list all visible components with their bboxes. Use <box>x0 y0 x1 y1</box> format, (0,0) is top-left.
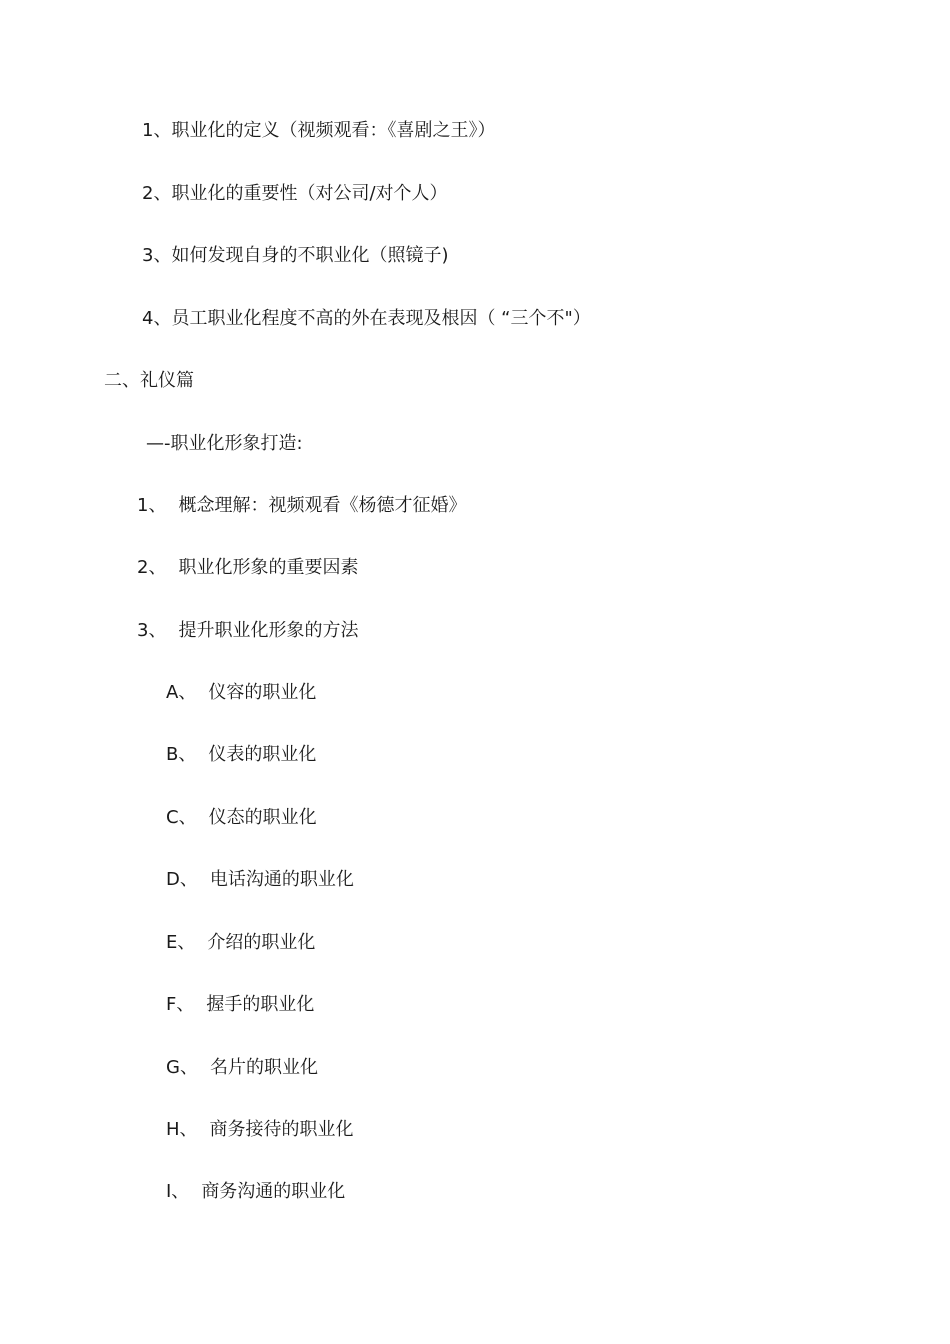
method-item-g <box>166 1056 318 1080</box>
method-item-i <box>166 1180 345 1204</box>
item-text: 职业化的定义（视频观看：《喜剧之王》） <box>171 120 496 141</box>
method-item-f <box>166 993 314 1017</box>
outline-item-1-2 <box>142 182 448 206</box>
method-item-e <box>166 931 315 955</box>
method-item-a <box>166 681 316 705</box>
item-text: 提升职业化形象的方法 <box>178 620 359 641</box>
outline-item-1-1 <box>142 119 495 143</box>
item-text: 仪态的职业化 <box>208 807 317 828</box>
item-text: 商务接待的职业化 <box>209 1119 354 1140</box>
item-text: 握手的职业化 <box>206 994 315 1015</box>
item-letter: A、 <box>166 682 197 703</box>
item-letter: F、 <box>166 994 195 1015</box>
section-heading: 二、礼仪篇 <box>104 370 194 391</box>
item-letter: D、 <box>166 869 198 890</box>
item-letter: G、 <box>166 1057 198 1078</box>
item-text: 员工职业化程度不高的外在表现及根因（ “三个不"） <box>171 308 591 329</box>
item-letter: B、 <box>166 744 197 765</box>
outline-item-2-3 <box>137 619 358 643</box>
outline-item-2-1 <box>137 494 466 518</box>
outline-item-1-4 <box>142 307 591 331</box>
section-subheading: —-职业化形象打造: <box>146 433 303 454</box>
item-number: 3、 <box>137 620 167 641</box>
item-text: 职业化形象的重要因素 <box>178 557 359 578</box>
item-number: 2、 <box>137 557 167 578</box>
item-text: 如何发现自身的不职业化（照镜子) <box>171 245 449 266</box>
outline-item-2-2 <box>137 556 358 580</box>
method-item-c <box>166 806 317 830</box>
item-text: 职业化的重要性（对公司/对个人） <box>171 183 448 204</box>
item-text: 介绍的职业化 <box>207 932 316 953</box>
outline-item-1-3 <box>142 244 448 268</box>
method-item-h <box>166 1118 354 1142</box>
item-text: 电话沟通的职业化 <box>209 869 354 890</box>
item-text: 名片的职业化 <box>209 1057 318 1078</box>
item-text: 仪表的职业化 <box>208 744 317 765</box>
item-letter: H、 <box>166 1119 198 1140</box>
item-number: 3、 <box>142 245 172 266</box>
item-number: 1、 <box>142 120 172 141</box>
item-letter: C、 <box>166 807 197 828</box>
item-text: 商务沟通的职业化 <box>201 1181 346 1202</box>
item-text: 仪容的职业化 <box>208 682 317 703</box>
item-letter: I、 <box>166 1181 190 1202</box>
method-item-d <box>166 868 354 892</box>
item-number: 1、 <box>137 495 167 516</box>
method-item-b <box>166 743 316 767</box>
item-letter: E、 <box>166 932 196 953</box>
item-number: 4、 <box>142 308 172 329</box>
item-number: 2、 <box>142 183 172 204</box>
item-text: 概念理解：视频观看《杨德才征婚》 <box>178 495 467 516</box>
